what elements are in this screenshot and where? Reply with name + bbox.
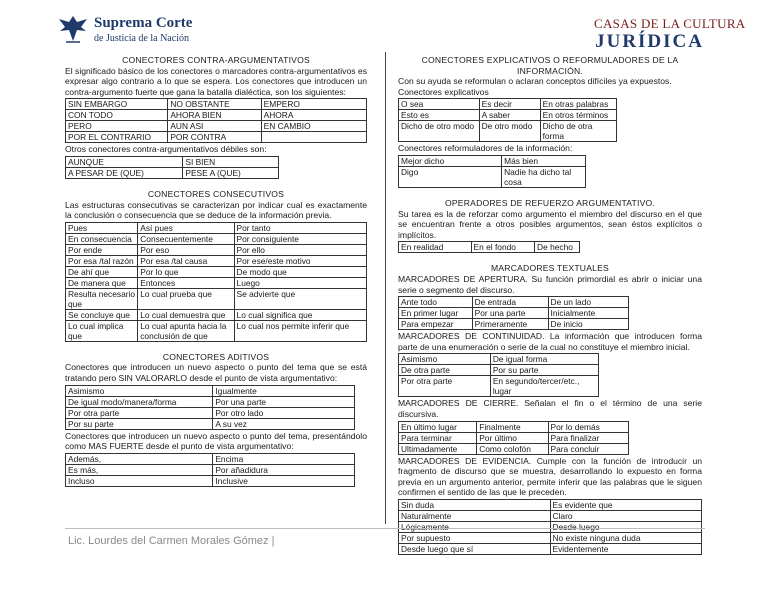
explic-title: CONECTORES EXPLICATIVOS O REFORMULADORES DE LA INFORMACIÓN.: [421, 55, 679, 76]
textuales-title: MARCADORES TEXTUALES: [491, 263, 609, 274]
table-cell: Inclusive: [213, 475, 355, 486]
consec-table: [65, 222, 367, 342]
table-cell: Resulta necesario que: [66, 288, 138, 309]
table-cell: De ahí que: [66, 266, 138, 277]
casas-cultura-logo: [594, 16, 746, 52]
contra-weak-label: Otros conectores contra-argumentativos débiles son:: [65, 144, 267, 155]
table-cell: Por su parte: [490, 365, 598, 376]
column-divider: [385, 52, 386, 524]
table-cell: De otra parte: [399, 365, 491, 376]
table-cell: Más bien: [502, 155, 586, 166]
table-row: [66, 464, 355, 475]
table-row: [66, 255, 367, 266]
table-row: [399, 297, 629, 308]
table-cell: AUNQUE: [66, 156, 183, 167]
table-cell: Por otra parte: [399, 376, 491, 397]
table-row: [66, 453, 355, 464]
table-cell: Por una parte: [472, 308, 548, 319]
table-cell: Para terminar: [399, 432, 477, 443]
table-cell: Incluso: [66, 475, 213, 486]
table-cell: Ultimadamente: [399, 443, 477, 454]
table-row: [66, 396, 355, 407]
table-cell: Es decir: [479, 99, 540, 110]
table-cell: Por eso: [138, 244, 234, 255]
table-cell: Digo: [399, 166, 502, 187]
continuidad-table: [398, 353, 599, 397]
table-row: [399, 499, 702, 510]
table-cell: Lo cual demuestra que: [138, 309, 234, 320]
table-cell: Para finalizar: [548, 432, 629, 443]
table-cell: Por último: [477, 432, 548, 443]
table-cell: Por esa /tal razón: [66, 255, 138, 266]
table-cell: De manera que: [66, 277, 138, 288]
consec-intro: Las estructuras consecutivas se caracterizan por indicar cual es exactamente la conclusión o consecuencia que se deduce de la información previa.: [65, 199, 367, 221]
evidencia-intro: MARCADORES DE EVIDENCIA. Cumple con la función de introducir un fragmento de discurso que se muestra, desarrollando lo expuesto en forma previa en un argumento anterior, permite inferir que las palabras que le siguen confirmen el sentido de las que le preceden.: [398, 455, 702, 498]
table-cell: Por otra parte: [66, 407, 213, 418]
table-cell: En consecuencia: [66, 233, 138, 244]
table-row: [399, 543, 702, 554]
table-cell: De otro modo: [479, 121, 540, 142]
table-cell: Asimismo: [399, 354, 491, 365]
table-cell: PESE A (QUE): [183, 167, 279, 178]
continuidad-intro: MARCADORES DE CONTINUIDAD. La información que introducen forma parte de una enumeración o serie de la cual no constituye el miembro inicial.: [398, 331, 702, 352]
aditivos-section: [65, 352, 367, 487]
eagle-emblem-icon: [56, 13, 90, 45]
table-cell: En otras palabras: [540, 99, 616, 110]
table-cell: Nadie ha dicho tal cosa: [502, 166, 586, 187]
table-row: [399, 319, 629, 330]
table-row: [66, 277, 367, 288]
aditivos-intro-2: Conectores que introducen un nuevo aspecto o punto del tema, presentándolo como MAS FUERTE desde el punto de vista argumentativo:: [65, 430, 367, 452]
table-cell: NO OBSTANTE: [168, 99, 261, 110]
table-cell: Se advierte que: [234, 288, 366, 309]
table-cell: Dicho de otra forma: [540, 121, 616, 142]
contra-title: CONECTORES CONTRA-ARGUMENTATIVOS: [122, 55, 310, 65]
table-cell: A saber: [479, 110, 540, 121]
left-column: [65, 55, 367, 488]
table-cell: EMPERO: [261, 99, 366, 110]
table-cell: De un lado: [548, 297, 629, 308]
table-cell: Por otro lado: [213, 407, 355, 418]
table-row: [66, 266, 367, 277]
cierre-intro: MARCADORES DE CIERRE. Señalan el fin o el término de una serie discursiva.: [398, 398, 702, 419]
table-cell: Por ende: [66, 244, 138, 255]
explic-table-2: [398, 155, 586, 188]
table-cell: Lo cual significa que: [234, 309, 366, 320]
table-cell: O sea: [399, 99, 480, 110]
table-cell: En segundo/tercer/etc., lugar: [490, 376, 598, 397]
table-cell: No existe ninguna duda: [550, 532, 702, 543]
refuerzo-table: [398, 241, 580, 253]
table-cell: A su vez: [213, 418, 355, 429]
table-row: [399, 155, 586, 166]
table-cell: Lo cual implica que: [66, 320, 138, 341]
table-row: [399, 365, 599, 376]
table-cell: En primer lugar: [399, 308, 473, 319]
table-row: [66, 156, 279, 167]
footer-rule: [65, 528, 705, 529]
table-cell: Desde luego que sí: [399, 543, 551, 554]
suprema-corte-logo: [54, 13, 194, 47]
table-cell: Para concluir: [548, 443, 629, 454]
table-cell: AUN ASI: [168, 121, 261, 132]
table-cell: Igualmente: [213, 385, 355, 396]
table-cell: Dicho de otro modo: [399, 121, 480, 142]
aditivos-title: CONECTORES ADITIVOS: [162, 351, 270, 362]
logo-right-line1: CASAS DE LA CULTURA: [594, 16, 746, 31]
table-cell: Mejor dicho: [399, 155, 502, 166]
table-cell: Primeramente: [472, 319, 548, 330]
aditivos-table-2: [65, 453, 355, 487]
table-cell: POR CONTRA: [168, 132, 261, 143]
table-cell: De entrada: [472, 297, 548, 308]
table-row: [66, 110, 367, 121]
table-row: [66, 385, 355, 396]
table-row: [399, 432, 629, 443]
textuales-section: [398, 263, 702, 555]
table-cell: Lo cual nos permite inferir que: [234, 320, 366, 341]
table-cell: Luego: [234, 277, 366, 288]
table-row: [399, 166, 586, 187]
table-cell: Por tanto: [234, 222, 366, 233]
logo-left-line2: de Justicia de la Nación: [94, 33, 189, 44]
refuerzo-intro: Su tarea es la de reforzar como argumento el miembro del discurso en el que se encuentran frente a otros posibles argumentos, sean éstos explícitos o implícitos.: [398, 208, 702, 240]
refuerzo-section: [398, 198, 702, 253]
right-column: [398, 55, 702, 556]
table-row: [66, 407, 355, 418]
refuerzo-title: OPERADORES DE REFUERZO ARGUMENTATIVO.: [444, 197, 655, 208]
table-row: [399, 443, 629, 454]
table-cell: Finalmente: [477, 421, 548, 432]
table-cell: PERO: [66, 121, 168, 132]
table-cell: Naturalmente: [399, 510, 551, 521]
table-row: [399, 99, 617, 110]
contra-table-weak: [65, 156, 279, 179]
table-row: [399, 354, 599, 365]
table-row: [399, 242, 580, 253]
logo-right-line2: JURÍDICA: [595, 31, 704, 52]
footer-author: Lic. Lourdes del Carmen Morales Gómez |: [68, 535, 275, 547]
table-cell: CON TODO: [66, 110, 168, 121]
table-row: [66, 418, 355, 429]
table-row: [66, 99, 367, 110]
table-cell: Lo cual apunta hacia la conclusión de que: [138, 320, 234, 341]
table-cell: Además,: [66, 453, 213, 464]
table-cell: Por su parte: [66, 418, 213, 429]
table-cell: Así pues: [138, 222, 234, 233]
table-cell: Evidentemente: [550, 543, 702, 554]
table-row: [66, 288, 367, 309]
table-cell: Por lo que: [138, 266, 234, 277]
table-cell: Ante todo: [399, 297, 473, 308]
table-cell: Como colofón: [477, 443, 548, 454]
table-cell: Por consiguiente: [234, 233, 366, 244]
table-cell: Sin duda: [399, 499, 551, 510]
aditivos-table-1: [65, 385, 355, 430]
table-row: [66, 309, 367, 320]
consec-title: CONECTORES CONSECUTIVOS: [147, 188, 285, 199]
table-cell: En otros términos: [540, 110, 616, 121]
table-row: [399, 308, 629, 319]
explic-sub-1: Conectores explicativos: [398, 86, 489, 97]
table-cell: AHORA BIEN: [168, 110, 261, 121]
contra-intro: El significado básico de los conectores o marcadores contra-argumentativos es expresar algo contrario a lo que se espera. Los conectores que introducen un contra-argumento fuerte que gana la batalla dialéctica, son los siguientes:: [65, 65, 367, 97]
table-cell: Por supuesto: [399, 532, 551, 543]
table-cell: En último lugar: [399, 421, 477, 432]
table-row: [66, 132, 367, 143]
table-cell: Asimismo: [66, 385, 213, 396]
table-cell: Claro: [550, 510, 702, 521]
table-cell: Encima: [213, 453, 355, 464]
explic-sub-2: Conectores reformuladores de la información:: [398, 143, 573, 154]
aditivos-intro-1: Conectores que introducen un nuevo aspecto o punto del tema que se está tratando pero SIN VALORARLO desde el punto de vista argumentativo:: [65, 362, 367, 383]
table-cell: [261, 132, 366, 143]
table-cell: En realidad: [399, 242, 472, 253]
explic-table-1: [398, 98, 617, 142]
table-row: [66, 244, 367, 255]
explic-section: [398, 55, 702, 188]
table-cell: POR EL CONTRARIO: [66, 132, 168, 143]
table-cell: Por ese/este motivo: [234, 255, 366, 266]
table-cell: Consecuentemente: [138, 233, 234, 244]
table-cell: EN CAMBIO: [261, 121, 366, 132]
table-row: [399, 110, 617, 121]
table-cell: De inicio: [548, 319, 629, 330]
table-cell: Se concluye que: [66, 309, 138, 320]
table-row: [399, 421, 629, 432]
table-cell: Entonces: [138, 277, 234, 288]
table-row: [66, 320, 367, 341]
table-row: [399, 521, 702, 532]
logo-left-line1: Suprema Corte: [94, 15, 193, 31]
table-row: [399, 510, 702, 521]
table-cell: SIN EMBARGO: [66, 99, 168, 110]
table-cell: Desde luego: [550, 521, 702, 532]
table-row: [399, 376, 599, 397]
table-row: [66, 167, 279, 178]
table-cell: Esto es: [399, 110, 480, 121]
table-cell: Para empezar: [399, 319, 473, 330]
table-cell: Por ello: [234, 244, 366, 255]
explic-intro: Con su ayuda se reformulan o aclaran conceptos difíciles ya expuestos.: [398, 76, 672, 87]
table-cell: Por una parte: [213, 396, 355, 407]
table-cell: Es más,: [66, 464, 213, 475]
consec-section: [65, 189, 367, 342]
table-cell: Por esa /tal causa: [138, 255, 234, 266]
table-cell: Pues: [66, 222, 138, 233]
contra-table-strong: [65, 98, 367, 143]
evidencia-table: [398, 499, 702, 555]
table-cell: SI BIEN: [183, 156, 279, 167]
table-row: [399, 532, 702, 543]
table-cell: AHORA: [261, 110, 366, 121]
table-cell: A PESAR DE (QUE): [66, 167, 183, 178]
cierre-table: [398, 421, 629, 455]
table-row: [66, 233, 367, 244]
table-row: [399, 121, 617, 142]
table-cell: Inicialmente: [548, 308, 629, 319]
table-row: [66, 475, 355, 486]
table-row: [66, 121, 367, 132]
table-cell: Lógicamente: [399, 521, 551, 532]
table-cell: Es evidente que: [550, 499, 702, 510]
table-cell: De igual modo/manera/forma: [66, 396, 213, 407]
table-cell: De igual forma: [490, 354, 598, 365]
apertura-intro: MARCADORES DE APERTURA. Su función primordial es abrir o iniciar una serie o segmento del discurso.: [398, 273, 702, 295]
table-row: [66, 222, 367, 233]
contra-section: [65, 55, 367, 179]
table-cell: Por lo demás: [548, 421, 629, 432]
table-cell: Lo cual prueba que: [138, 288, 234, 309]
table-cell: En el fondo: [471, 242, 534, 253]
table-cell: Por añadidura: [213, 464, 355, 475]
table-cell: De hecho: [535, 242, 580, 253]
table-cell: De modo que: [234, 266, 366, 277]
apertura-table: [398, 296, 629, 330]
